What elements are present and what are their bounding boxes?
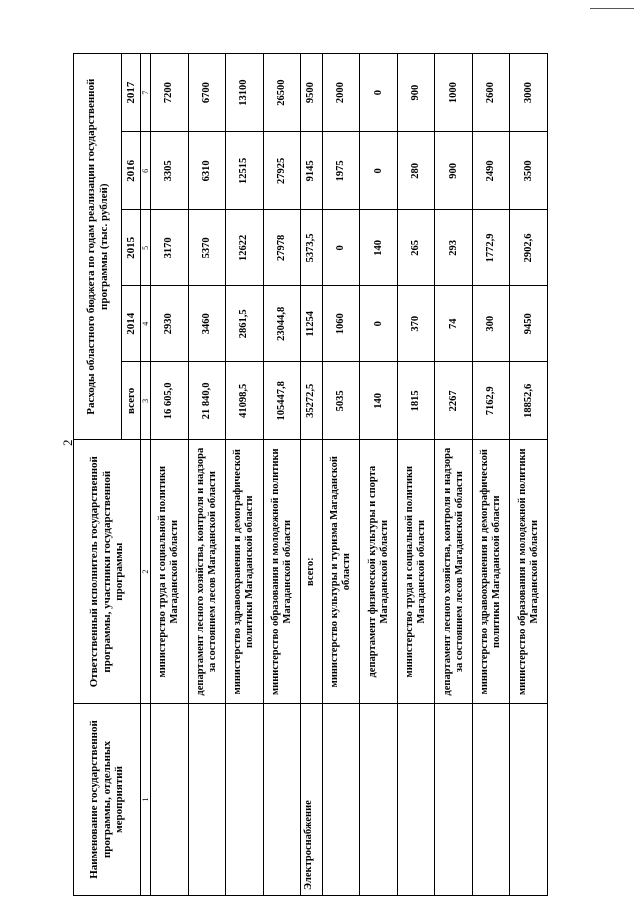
table-row [397,54,435,896]
year-2014-cell: 2861,5 [226,286,264,362]
total-cell: 140 [360,362,398,440]
total-cell: 35272,5 [301,362,323,440]
header-program-name: Наименование государственной программы, отдельных мероприятий [74,703,141,895]
year-2016-cell: 900 [435,132,473,210]
year-2016-cell: 0 [360,132,398,210]
program-name-cell [322,703,360,895]
header-year-2017: 2017 [122,54,141,132]
program-name-cell [435,703,473,895]
year-2015-cell: 3170 [151,210,189,286]
year-2016-cell: 9145 [301,132,323,210]
year-2014-cell: 1060 [322,286,360,362]
year-2017-cell: 26500 [263,54,301,132]
total-cell: 105447,8 [263,362,301,440]
year-2015-cell: 1772,9 [472,210,510,286]
program-name-cell [151,703,189,895]
executor-cell: министерство образования и молодежной политики Магаданской области [510,440,548,704]
year-2014-cell: 2930 [151,286,189,362]
table-row [360,54,398,896]
total-cell: 16 605,0 [151,362,189,440]
year-2017-cell: 900 [397,54,435,132]
executor-cell: министерство труда и социальной политики Магаданской области [151,440,189,704]
executor-cell: департамент лесного хозяйства, контроля и надзора за состоянием лесов Магаданской области [435,440,473,704]
year-2015-cell: 2902,6 [510,210,548,286]
table-row [188,54,226,896]
executor-cell: министерство образования и молодежной политики Магаданской области [263,440,301,704]
year-2014-cell: 9450 [510,286,548,362]
year-2016-cell: 12515 [226,132,264,210]
table-row [263,54,301,896]
header-executor: Ответственный исполнитель государственной программы, участники государственной программы [74,440,141,704]
total-cell: 1815 [397,362,435,440]
executor-cell: всего: [301,440,323,704]
year-2014-cell: 74 [435,286,473,362]
header-year-2016: 2016 [122,132,141,210]
table-row [510,54,548,896]
column-number: 3 [141,362,151,440]
total-cell: 41098,5 [226,362,264,440]
year-2017-cell: 3000 [510,54,548,132]
total-cell: 5035 [322,362,360,440]
year-2016-cell: 1975 [322,132,360,210]
table-row [322,54,360,896]
year-2014-cell: 23044,8 [263,286,301,362]
year-2015-cell: 293 [435,210,473,286]
executor-cell: министерство здравоохранения и демографической политики Магаданской области [472,440,510,704]
program-name-cell [397,703,435,895]
program-name-cell [188,703,226,895]
year-2017-cell: 2000 [322,54,360,132]
table-row [151,54,189,896]
program-name-cell [472,703,510,895]
column-number: 7 [141,54,151,132]
table-row [226,54,264,896]
program-name-cell [226,703,264,895]
program-name-cell [360,703,398,895]
column-number: 2 [141,440,151,704]
table-row [472,54,510,896]
year-2015-cell: 5373,5 [301,210,323,286]
year-2014-cell: 370 [397,286,435,362]
year-2015-cell: 27978 [263,210,301,286]
year-2017-cell: 2600 [472,54,510,132]
column-number: 5 [141,210,151,286]
table-row [301,54,323,896]
executor-cell: департамент лесного хозяйства, контроля и надзора за состоянием лесов Магаданской области [188,440,226,704]
year-2017-cell: 6700 [188,54,226,132]
expenses-table [73,53,548,896]
header-year-2014: 2014 [122,286,141,362]
year-2016-cell: 3500 [510,132,548,210]
year-2015-cell: 265 [397,210,435,286]
year-2016-cell: 27925 [263,132,301,210]
year-2015-cell: 5370 [188,210,226,286]
year-2017-cell: 13100 [226,54,264,132]
year-2016-cell: 3305 [151,132,189,210]
year-2014-cell: 11254 [301,286,323,362]
year-2017-cell: 7200 [151,54,189,132]
program-name-cell [510,703,548,895]
executor-cell: министерство культуры и туризма Магаданской области [322,440,360,704]
header-year-2015: 2015 [122,210,141,286]
year-2014-cell: 3460 [188,286,226,362]
table-row [435,54,473,896]
year-2015-cell: 140 [360,210,398,286]
year-2015-cell: 12622 [226,210,264,286]
executor-cell: департамент физической культуры и спорта Магаданской области [360,440,398,704]
total-cell: 2267 [435,362,473,440]
executor-cell: министерство труда и социальной политики Магаданской области [397,440,435,704]
column-number: 4 [141,286,151,362]
column-number: 6 [141,132,151,210]
column-number: 1 [141,703,151,895]
year-2014-cell: 0 [360,286,398,362]
total-cell: 21 840,0 [188,362,226,440]
page-number: 2 [60,439,75,446]
year-2016-cell: 2490 [472,132,510,210]
year-2016-cell: 280 [397,132,435,210]
column-number-row [141,54,151,896]
year-2014-cell: 300 [472,286,510,362]
header-expenses: Расходы областного бюджета по годам реализации государственной программы (тыс. рублей) [74,54,122,440]
program-name-cell [263,703,301,895]
scan-edge-mark [590,8,634,9]
program-name-cell: Электроснабжение [301,703,323,895]
year-2017-cell: 9500 [301,54,323,132]
header-total: всего [122,362,141,440]
total-cell: 7162,9 [472,362,510,440]
year-2016-cell: 6310 [188,132,226,210]
year-2017-cell: 1000 [435,54,473,132]
expenses-table-sheet [73,53,548,896]
year-2017-cell: 0 [360,54,398,132]
year-2015-cell: 0 [322,210,360,286]
executor-cell: министерство здравоохранения и демографической политики Магаданской области [226,440,264,704]
total-cell: 18852,6 [510,362,548,440]
